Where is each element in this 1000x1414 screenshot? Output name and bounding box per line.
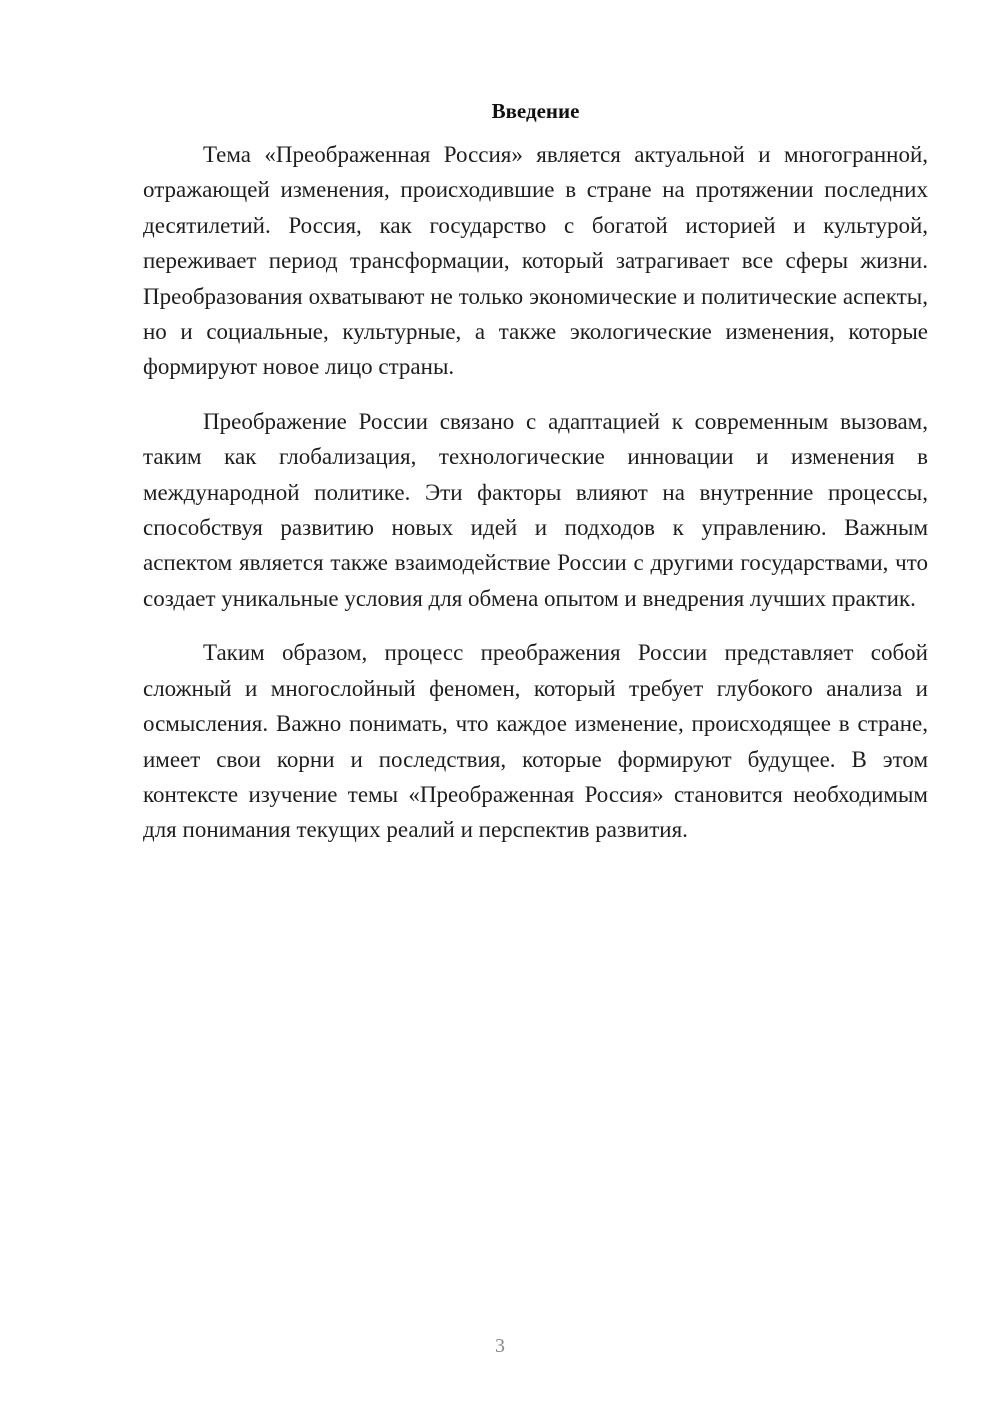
section-title: Введение xyxy=(491,99,580,123)
page-content xyxy=(143,96,928,867)
paragraph-3: Таким образом, процесс преображения России представляет собой сложный и многослойный феномен, который требует глубокого анализа и осмысления. Важно понимать, что каждое изменение, происходящее в стране, имеет свои корни и последствия, которые формируют будущее. В этом контексте изучение темы «Преображенная Россия» становится необходимым для понимания текущих реалий и перспектив развития. xyxy=(143,640,928,843)
paragraph-2: Преображение России связано с адаптацией к современным вызовам, таким как глобализация, технологические инновации и изменения в международной политике. Эти факторы влияют на внутренние процессы, способствуя развитию новых идей и подходов к управлению. Важным аспектом является также взаимодействие России с другими государствами, что создает уникальные условия для обмена опытом и внедрения лучших практик. xyxy=(143,408,928,611)
paragraph-1: Тема «Преображенная Россия» является актуальной и многогранной, отражающей изменения, происходившие в стране на протяжении последних десятилетий. Россия, как государство с богатой историей и культурой, переживает период трансформации, который затрагивает все сферы жизни. Преобразования охватывают не только экономические и политические аспекты, но и социальные, культурные, а также экологические изменения, которые формируют новое лицо страны. xyxy=(143,142,928,380)
page-number: 3 xyxy=(495,1335,505,1357)
